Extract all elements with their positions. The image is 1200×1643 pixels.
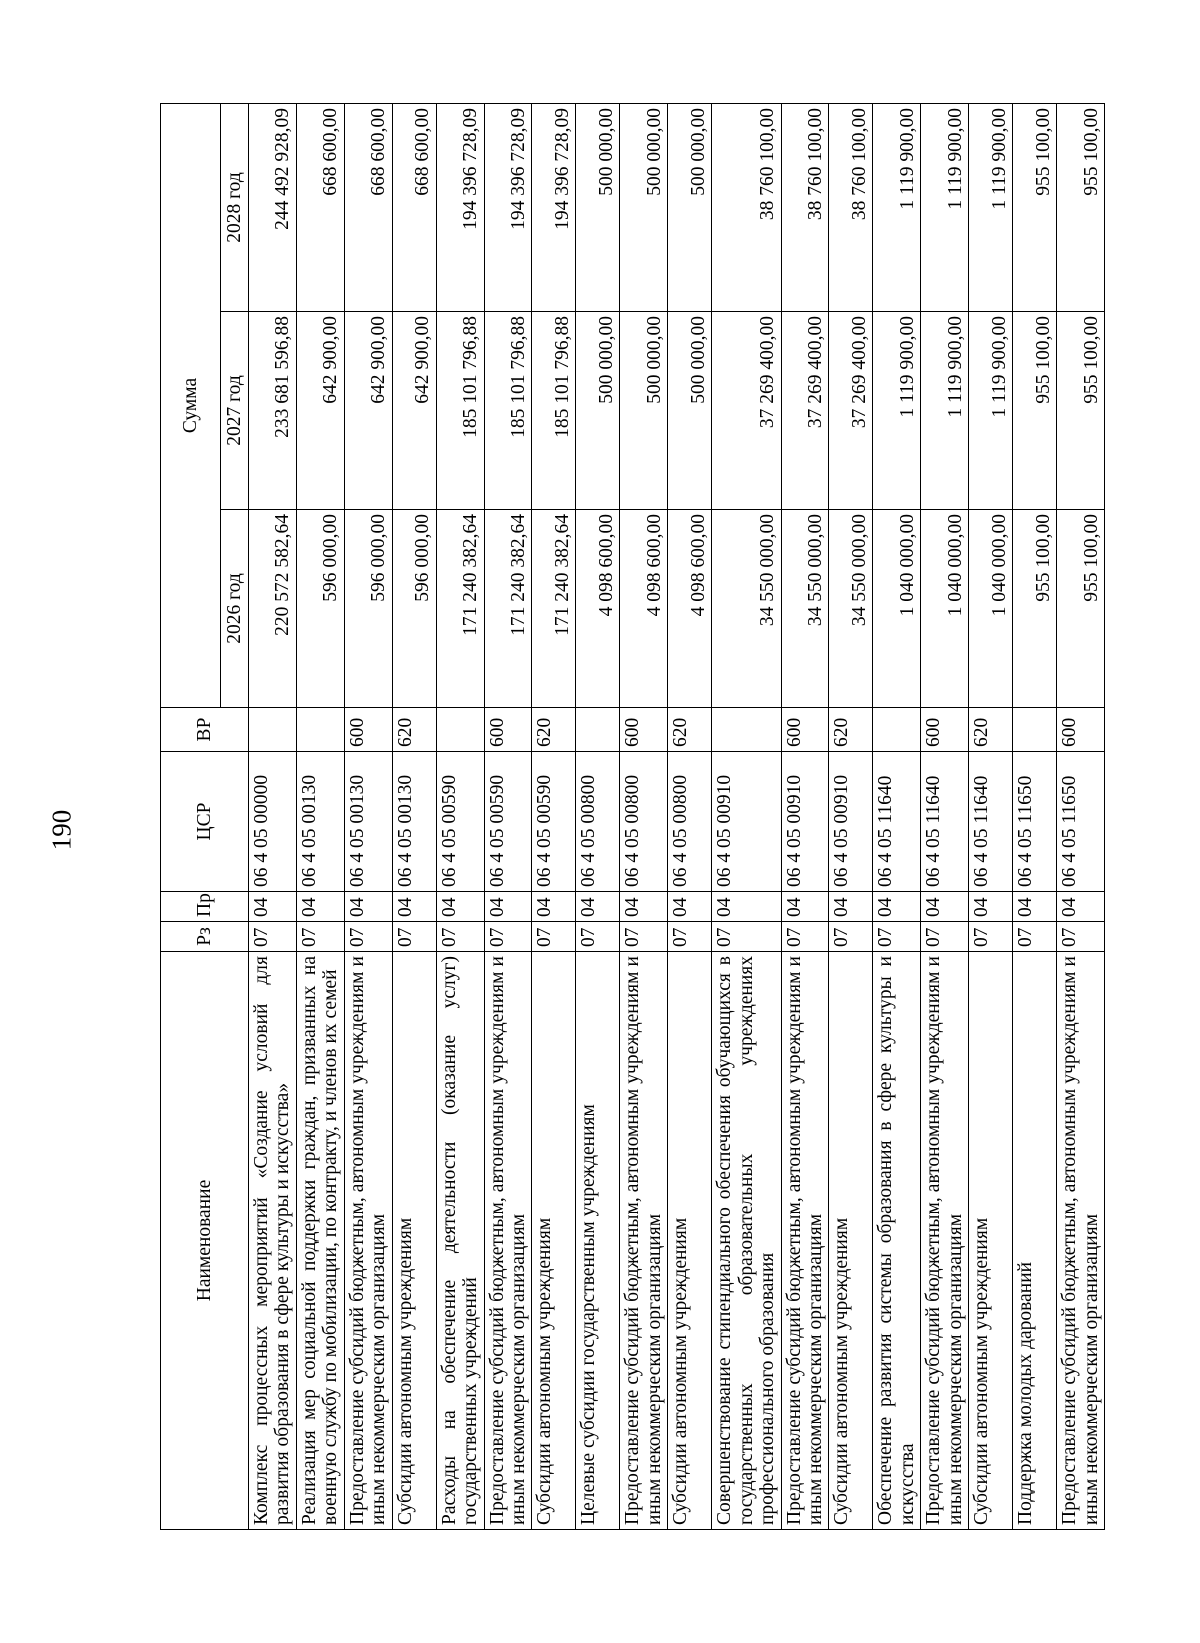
cell-2026: 955 100,00 <box>1013 510 1057 708</box>
table-row <box>1057 104 1105 1530</box>
table-body <box>249 104 1105 1530</box>
cell-csr: 06 4 05 00590 <box>484 752 532 892</box>
cell-2026: 171 240 382,64 <box>532 510 576 708</box>
cell-pr: 04 <box>781 892 829 922</box>
cell-2028: 1 119 900,00 <box>873 104 921 312</box>
header-name: Наименование <box>161 952 249 1530</box>
cell-csr: 06 4 05 00800 <box>620 752 668 892</box>
cell-2026: 4 098 600,00 <box>576 510 620 708</box>
cell-2027: 185 101 796,88 <box>484 312 532 510</box>
cell-2026: 4 098 600,00 <box>668 510 712 708</box>
cell-rz: 07 <box>1013 922 1057 952</box>
cell-pr: 04 <box>712 892 781 922</box>
cell-2027: 955 100,00 <box>1013 312 1057 510</box>
cell-2027: 37 269 400,00 <box>712 312 781 510</box>
cell-2026: 596 000,00 <box>392 510 436 708</box>
header-csr: ЦСР <box>161 752 249 892</box>
cell-pr: 04 <box>296 892 344 922</box>
cell-name: Комплекс процессных мероприятий «Создание условий для развития образования в сфере культуры и искусства» <box>249 952 297 1530</box>
cell-csr: 06 4 05 11640 <box>921 752 969 892</box>
cell-name: Поддержка молодых дарований <box>1013 952 1057 1530</box>
cell-vr: 620 <box>392 708 436 752</box>
cell-pr: 04 <box>576 892 620 922</box>
cell-name: Целевые субсидии государственным учреждениям <box>576 952 620 1530</box>
cell-pr: 04 <box>344 892 392 922</box>
table-row <box>436 104 484 1530</box>
cell-vr: 600 <box>921 708 969 752</box>
cell-2026: 34 550 000,00 <box>781 510 829 708</box>
cell-name: Субсидии автономным учреждениям <box>969 952 1013 1530</box>
cell-vr: 600 <box>344 708 392 752</box>
cell-name: Обеспечение развития системы образования в сфере культуры и искусства <box>873 952 921 1530</box>
cell-name: Предоставление субсидий бюджетным, автономным учреждениям и иным некоммерческим организациям <box>344 952 392 1530</box>
cell-2027: 642 900,00 <box>392 312 436 510</box>
cell-pr: 04 <box>484 892 532 922</box>
cell-csr: 06 4 05 00590 <box>436 752 484 892</box>
cell-rz: 07 <box>484 922 532 952</box>
cell-name: Предоставление субсидий бюджетным, автономным учреждениям и иным некоммерческим организациям <box>620 952 668 1530</box>
cell-rz: 07 <box>1057 922 1105 952</box>
cell-2028: 500 000,00 <box>576 104 620 312</box>
header-pr: Пр <box>161 892 249 922</box>
cell-name: Предоставление субсидий бюджетным, автономным учреждениям и иным некоммерческим организациям <box>781 952 829 1530</box>
cell-name: Субсидии автономным учреждениям <box>829 952 873 1530</box>
table-row <box>1013 104 1057 1530</box>
cell-2027: 500 000,00 <box>576 312 620 510</box>
cell-name: Расходы на обеспечение деятельности (оказание услуг) государственных учреждений <box>436 952 484 1530</box>
cell-csr: 06 4 05 00590 <box>532 752 576 892</box>
cell-csr: 06 4 05 00130 <box>392 752 436 892</box>
cell-2028: 38 760 100,00 <box>829 104 873 312</box>
cell-2028: 194 396 728,09 <box>436 104 484 312</box>
cell-2027: 642 900,00 <box>344 312 392 510</box>
cell-name: Субсидии автономным учреждениям <box>532 952 576 1530</box>
cell-rz: 07 <box>829 922 873 952</box>
cell-2027: 185 101 796,88 <box>436 312 484 510</box>
cell-name: Предоставление субсидий бюджетным, автономным учреждениям и иным некоммерческим организациям <box>484 952 532 1530</box>
table-row <box>484 104 532 1530</box>
header-year-2028: 2028 год <box>221 104 249 312</box>
cell-vr: 600 <box>781 708 829 752</box>
cell-vr <box>712 708 781 752</box>
cell-2028: 668 600,00 <box>296 104 344 312</box>
rotated-table-container <box>160 104 1200 1530</box>
cell-2028: 500 000,00 <box>668 104 712 312</box>
cell-2026: 955 100,00 <box>1057 510 1105 708</box>
cell-pr: 04 <box>620 892 668 922</box>
cell-2026: 4 098 600,00 <box>620 510 668 708</box>
cell-vr: 620 <box>532 708 576 752</box>
cell-csr: 06 4 05 11640 <box>969 752 1013 892</box>
cell-2027: 233 681 596,88 <box>249 312 297 510</box>
table-row <box>668 104 712 1530</box>
cell-pr: 04 <box>969 892 1013 922</box>
cell-rz: 07 <box>969 922 1013 952</box>
cell-pr: 04 <box>532 892 576 922</box>
cell-pr: 04 <box>921 892 969 922</box>
cell-name: Предоставление субсидий бюджетным, автономным учреждениям и иным некоммерческим организациям <box>921 952 969 1530</box>
cell-rz: 07 <box>921 922 969 952</box>
cell-rz: 07 <box>436 922 484 952</box>
cell-csr: 06 4 05 11640 <box>873 752 921 892</box>
cell-2028: 500 000,00 <box>620 104 668 312</box>
cell-2028: 668 600,00 <box>392 104 436 312</box>
cell-2027: 1 119 900,00 <box>969 312 1013 510</box>
cell-pr: 04 <box>1057 892 1105 922</box>
cell-2027: 1 119 900,00 <box>873 312 921 510</box>
table-row <box>781 104 829 1530</box>
cell-rz: 07 <box>620 922 668 952</box>
cell-2027: 955 100,00 <box>1057 312 1105 510</box>
table-row <box>344 104 392 1530</box>
table-row <box>873 104 921 1530</box>
cell-csr: 06 4 05 00910 <box>829 752 873 892</box>
cell-2027: 37 269 400,00 <box>829 312 873 510</box>
cell-name: Субсидии автономным учреждениям <box>392 952 436 1530</box>
cell-csr: 06 4 05 00130 <box>296 752 344 892</box>
table-row <box>969 104 1013 1530</box>
cell-rz: 07 <box>576 922 620 952</box>
cell-pr: 04 <box>392 892 436 922</box>
cell-2027: 37 269 400,00 <box>781 312 829 510</box>
header-rz: Рз <box>161 922 249 952</box>
cell-rz: 07 <box>296 922 344 952</box>
cell-vr <box>436 708 484 752</box>
cell-2027: 185 101 796,88 <box>532 312 576 510</box>
cell-2026: 596 000,00 <box>344 510 392 708</box>
cell-2027: 1 119 900,00 <box>921 312 969 510</box>
cell-2028: 194 396 728,09 <box>532 104 576 312</box>
cell-2026: 1 040 000,00 <box>921 510 969 708</box>
table-row <box>532 104 576 1530</box>
header-vr: ВР <box>161 708 249 752</box>
cell-2028: 955 100,00 <box>1013 104 1057 312</box>
table-row <box>712 104 781 1530</box>
cell-name: Реализация мер социальной поддержки граждан, призванных на военную службу по мобилизации, по контракту, и членов их семей <box>296 952 344 1530</box>
cell-pr: 04 <box>436 892 484 922</box>
page-number: 190 <box>46 809 77 851</box>
cell-rz: 07 <box>668 922 712 952</box>
cell-vr: 620 <box>829 708 873 752</box>
cell-csr: 06 4 05 11650 <box>1057 752 1105 892</box>
cell-vr <box>576 708 620 752</box>
table-row <box>392 104 436 1530</box>
cell-csr: 06 4 05 00000 <box>249 752 297 892</box>
cell-vr <box>296 708 344 752</box>
cell-csr: 06 4 05 00910 <box>781 752 829 892</box>
cell-name: Предоставление субсидий бюджетным, автономным учреждениям и иным некоммерческим организациям <box>1057 952 1105 1530</box>
cell-pr: 04 <box>668 892 712 922</box>
cell-vr <box>873 708 921 752</box>
table-row <box>829 104 873 1530</box>
cell-2026: 596 000,00 <box>296 510 344 708</box>
table-row <box>620 104 668 1530</box>
cell-pr: 04 <box>873 892 921 922</box>
cell-2026: 171 240 382,64 <box>436 510 484 708</box>
cell-rz: 07 <box>344 922 392 952</box>
table-row <box>921 104 969 1530</box>
cell-2028: 1 119 900,00 <box>921 104 969 312</box>
cell-2027: 642 900,00 <box>296 312 344 510</box>
cell-csr: 06 4 05 00130 <box>344 752 392 892</box>
cell-rz: 07 <box>712 922 781 952</box>
cell-2027: 500 000,00 <box>668 312 712 510</box>
cell-vr: 600 <box>1057 708 1105 752</box>
cell-2028: 244 492 928,09 <box>249 104 297 312</box>
cell-vr: 620 <box>969 708 1013 752</box>
cell-2028: 38 760 100,00 <box>712 104 781 312</box>
cell-2026: 1 040 000,00 <box>873 510 921 708</box>
header-year-2027: 2027 год <box>221 312 249 510</box>
cell-vr <box>1013 708 1057 752</box>
header-year-2026: 2026 год <box>221 510 249 708</box>
cell-csr: 06 4 05 11650 <box>1013 752 1057 892</box>
cell-2027: 500 000,00 <box>620 312 668 510</box>
table-row <box>296 104 344 1530</box>
cell-name: Совершенствование стипендиального обеспечения обучающихся в государственных образовательных учреждениях профессионального образования <box>712 952 781 1530</box>
cell-vr: 600 <box>484 708 532 752</box>
cell-rz: 07 <box>532 922 576 952</box>
cell-pr: 04 <box>1013 892 1057 922</box>
cell-csr: 06 4 05 00800 <box>576 752 620 892</box>
cell-rz: 07 <box>873 922 921 952</box>
cell-2028: 194 396 728,09 <box>484 104 532 312</box>
cell-pr: 04 <box>829 892 873 922</box>
cell-2028: 955 100,00 <box>1057 104 1105 312</box>
table-row <box>576 104 620 1530</box>
cell-2028: 1 119 900,00 <box>969 104 1013 312</box>
table-row <box>249 104 297 1530</box>
cell-name: Субсидии автономным учреждениям <box>668 952 712 1530</box>
cell-rz: 07 <box>781 922 829 952</box>
cell-csr: 06 4 05 00800 <box>668 752 712 892</box>
cell-2026: 171 240 382,64 <box>484 510 532 708</box>
cell-pr: 04 <box>249 892 297 922</box>
cell-2026: 220 572 582,64 <box>249 510 297 708</box>
cell-vr <box>249 708 297 752</box>
cell-2026: 1 040 000,00 <box>969 510 1013 708</box>
cell-vr: 600 <box>620 708 668 752</box>
cell-2028: 668 600,00 <box>344 104 392 312</box>
header-sum: Сумма <box>161 104 221 708</box>
cell-2026: 34 550 000,00 <box>829 510 873 708</box>
cell-vr: 620 <box>668 708 712 752</box>
cell-rz: 07 <box>392 922 436 952</box>
budget-table <box>160 103 1105 1530</box>
cell-csr: 06 4 05 00910 <box>712 752 781 892</box>
cell-2028: 38 760 100,00 <box>781 104 829 312</box>
cell-2026: 34 550 000,00 <box>712 510 781 708</box>
cell-rz: 07 <box>249 922 297 952</box>
